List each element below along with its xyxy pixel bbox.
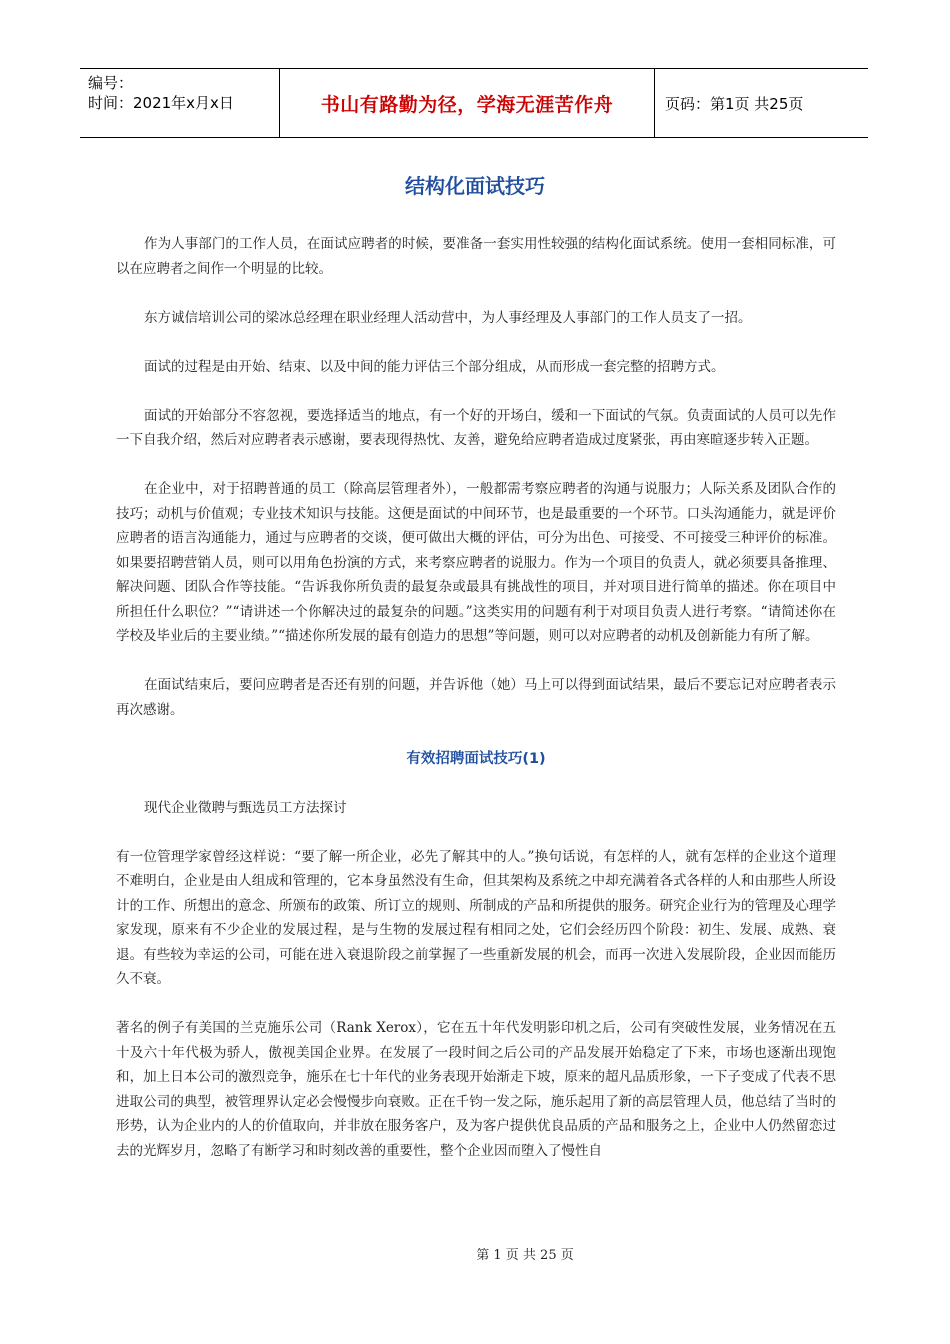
time-label: 时间：2021年x月x日 <box>88 94 234 112</box>
header-table <box>80 68 868 138</box>
document-body <box>116 232 836 1188</box>
section-subtitle: 现代企业徵聘与甄选员工方法探讨 <box>144 799 347 816</box>
number-label: 编号： <box>88 74 134 92</box>
document-title: 结构化面试技巧 <box>405 174 545 198</box>
paragraph: 东方诚信培训公司的梁冰总经理在职业经理人活动营中，为人事经理及人事部门的工作人员支了一招。 <box>144 309 752 326</box>
paragraph: 作为人事部门的工作人员，在面试应聘者的时候，要准备一套实用性较强的结构化面试系统。使用一套相同标准，可以在应聘者之间作一个明显的比较。 <box>116 236 836 277</box>
paragraph: 有一位管理学家曾经这样说：“要了解一所企业，必先了解其中的人。”换句话说，有怎样的人，就有怎样的企业这个道理不难明白，企业是由人组成和管理的，它本身虽然没有生命，但其架构及系统之中却充满着各式各样的人和由那些人所设计的工作、所想出的意念、所颁布的政策、所订立的规则、所制成的产品和所提供的服务。研究企业行为的管理及心理学家发现，原来有不少企业的发展过程，是与生物的发展过程有相同之处，它们会经历四个阶段：初生、发展、成熟、衰退。有些较为幸运的公司，可能在进入衰退阶段之前掌握了一些重新发展的机会，而再一次进入发展阶段，企业因而能历久不衰。 <box>116 848 836 987</box>
paragraph: 面试的过程是由开始、结束、以及中间的能力评估三个部分组成，从而形成一套完整的招聘方式。 <box>144 358 725 375</box>
paragraph: 在面试结束后，要问应聘者是否还有别的问题，并告诉他（她）马上可以得到面试结果，最后不要忘记对应聘者表示再次感谢。 <box>116 677 836 718</box>
header-meta <box>80 69 280 137</box>
header-page-info: 页码：第1页 共25页 <box>665 94 804 113</box>
page-footer <box>0 1244 950 1263</box>
paragraph: 著名的例子有美国的兰克施乐公司（Rank Xerox），它在五十年代发明影印机之后，公司有突破性发展，业务情况在五十及六十年代极为骄人，傲视美国企业界。在发展了一段时间之后公司的产品发展开始稳定了下来，市场也逐渐出现饱和，加上日本公司的激烈竞争，施乐在七十年代的业务表现开始渐走下坡，原来的超凡品质形象，一下子变成了代表不思进取公司的典型，被管理界认定必会慢慢步向衰败。正在千钧一发之际，施乐起用了新的高层管理人员，他总结了当时的形势，认为企业内的人的价值取向，并非放在服务客户，及为客户提供优良品质的产品和服务之上，企业中人仍然留恋过去的光辉岁月，忽略了有断学习和时刻改善的重要性，整个企业因而堕入了慢性自 <box>116 1020 836 1159</box>
paragraph: 在企业中，对于招聘普通的员工（除高层管理者外），一般都需考察应聘者的沟通与说服力；人际关系及团队合作的技巧；动机与价值观；专业技术知识与技能。这便是面试的中间环节，也是最重要的一个环节。口头沟通能力，就是评价应聘者的语言沟通能力，通过与应聘者的交谈，便可做出大概的评估，可分为出色、可接受、不可接受三种评价的标准。如果要招聘营销人员，则可以用角色扮演的方式，来考察应聘者的说服力。作为一个项目的负责人，就必须要具备推理、解决问题、团队合作等技能。“告诉我你所负责的最复杂或最具有挑战性的项目，并对项目进行简单的描述。你在项目中所担任什么职位？”“请讲述一个你解决过的最复杂的问题。”这类实用的问题有利于对项目负责人进行考察。“请简述你在学校及毕业后的主要业绩。”“描述你所发展的最有创造力的思想”等问题，则可以对应聘者的动机及创新能力有所了解。 <box>116 481 836 644</box>
paragraph: 面试的开始部分不容忽视，要选择适当的地点，有一个好的开场白，缓和一下面试的气氛。负责面试的人员可以先作一下自我介绍，然后对应聘者表示感谢，要表现得热忱、友善，避免给应聘者造成过度紧张，再由寒暄逐步转入正题。 <box>116 407 836 448</box>
section-heading: 有效招聘面试技巧(1) <box>406 750 546 767</box>
footer-page-number: 第 1 页 共 25 页 <box>476 1248 574 1263</box>
header-motto: 书山有路勤为径，学海无涯苦作舟 <box>280 69 655 137</box>
